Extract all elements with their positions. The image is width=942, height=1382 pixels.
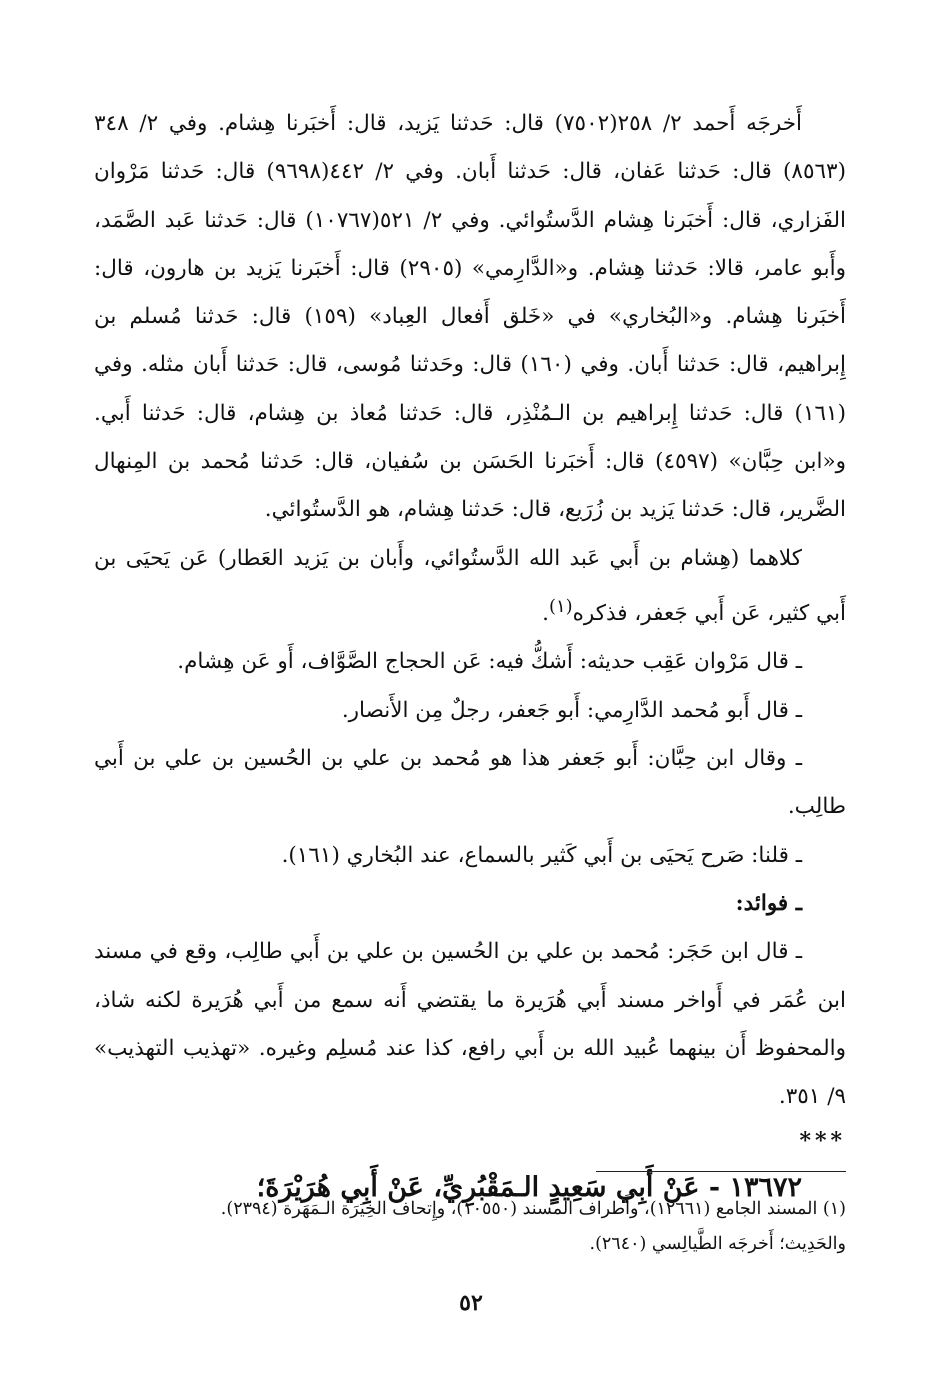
footnote-line-2: والحَدِيث؛ أَخرجَه الطَّيالِسي (٢٦٤٠). [589,1234,846,1254]
note-ibn-hajar: ـ قال ابن حَجَر: مُحمد بن علي بن الحُسين بن علي بن أَبي طالِب، وقع في مسند ابن عُمَر في أَواخر مسند أَبي هُرَيرة ما يقتضي أَنه سمع من أَبي هُرَيرة لكنه شاذ، والمحفوظ أَن بينهما عُبيد الله بن أَبي رافع، كذا عند مُسلِم وغيره. «تهذيب التهذيب» ٩/ ٣٥١. [94,939,846,1110]
page-number: ٥٢ [459,1290,483,1316]
footnote-marker: (١) [548,595,573,617]
note-ibn-hibban: ـ وقال ابن حِبَّان: أَبو جَعفر هذا هو مُحمد بن علي بن الحُسين بن علي بن أَبي طالِب. [94,746,846,820]
main-text [94,100,846,1215]
footnotes [94,1192,846,1262]
section-separator-stars: *** [799,1128,846,1155]
note-qulna: ـ قلنا: صَرح يَحيَى بن أَبي كَثير بالسماع، عند البُخاري (١٦١). [281,842,802,868]
note-darimi: ـ قال أَبو مُحمد الدَّارِمي: أَبو جَعفر، رجلٌ مِن الأَنصار. [341,697,802,723]
footnote-separator [596,1171,846,1172]
note-marwan: ـ قال مَرْوان عَقِب حديثه: أَشكُّ فيه: عَن الحجاج الصَّوَّاف، أَو عَن هِشام. [177,649,802,675]
footnote-line-1: (١) المسند الجامع (١٢٦٦١)، وأَطراف المسند (١٠٥٥٠)، وإِتحاف الخِيَرَة الـمَهَرة (٢٣٩٤). [220,1199,846,1219]
chain-summary-paragraph: كلاهما (هِشام بن أَبي عَبد الله الدَّستُوائي، وأَبان بن يَزيد العَطار) عَن يَحيَى بن أَبي كثير، عَن أَبي جَعفر، فذكره$^{(١)}$. [94,545,846,627]
chain-summary-text: كلاهما (هِشام بن أَبي عَبد الله الدَّستُوائي، وأَبان بن يَزيد العَطار) عَن يَحيَى بن أَبي كثير، عَن أَبي جَعفر، فذكره [94,545,846,627]
fawaid-heading: ـ فوائد: [735,890,802,916]
hadith-heading: ١٣٦٧٢ - عَنْ أَبِي سَعِيدٍ الـمَقْبُرِيِّ، عَنْ أَبِي هُرَيْرَةَ؛ [256,1172,802,1204]
takhrij-paragraph: أَخرجَه أَحمد ٢/ ٢٥٨(٧٥٠٢) قال: حَدثنا يَزيد، قال: أَخبَرنا هِشام. وفي ٢/ ٣٤٨ (٨٥٦٣) قال: حَدثنا عَفان، قال: حَدثنا أَبان. وفي ٢/ ٤٤٢(٩٦٩٨) قال: حَدثنا مَرْوان الفَزاري، قال: أَخبَرنا هِشام الدَّستُوائي. وفي ٢/ ٥٢١(١٠٧٦٧) قال: حَدثنا عَبد الصَّمَد، وأَبو عامر، قالا: حَدثنا هِشام. و«الدَّارِمي» (٢٩٠٥) قال: أَخبَرنا يَزيد بن هارون، قال: أَخبَرنا هِشام. و«البُخاري» في «خَلق أَفعال العِباد» (١٥٩) قال: حَدثنا مُسلم بن إِبراهيم، قال: حَدثنا أَبان. وفي (١٦٠) قال: وحَدثنا مُوسى، قال: حَدثنا أَبان مثله. وفي (١٦١) قال: حَدثنا إِبراهيم بن الـمُنْذِر، قال: حَدثنا مُعاذ بن هِشام، قال: حَدثنا أَبي. و«ابن حِبَّان» (٤٥٩٧) قال: أَخبَرنا الحَسَن بن سُفيان، قال: حَدثنا مُحمد بن المِنهال الضَّرير، قال: حَدثنا يَزيد بن زُرَيع، قال: حَدثنا هِشام، هو الدَّستُوائي. [94,111,847,523]
